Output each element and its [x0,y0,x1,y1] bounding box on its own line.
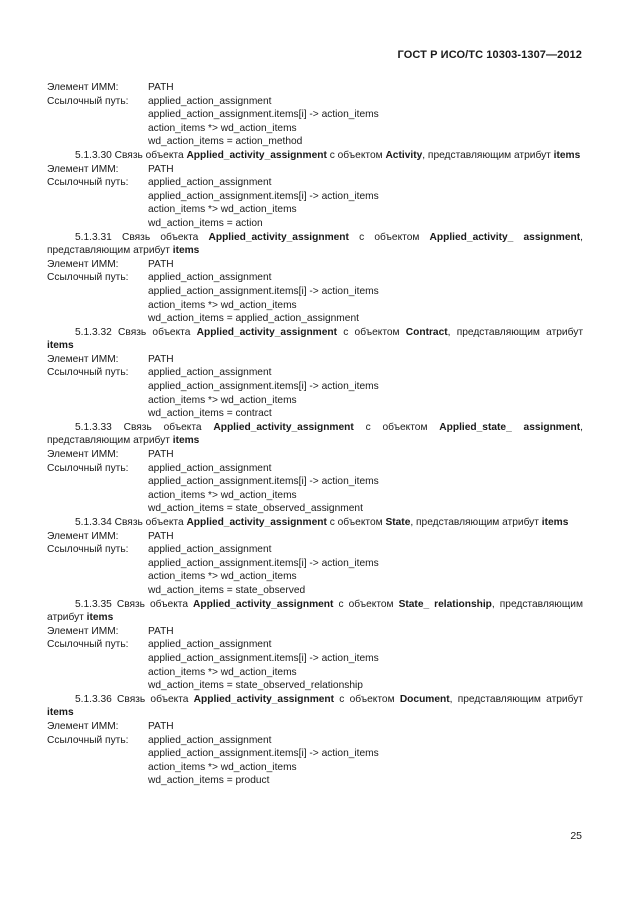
ref-path-label: Ссылочный путь: [47,544,129,556]
ref-path-spacer [47,380,148,394]
element-row [47,720,583,734]
ref-path-label: Ссылочный путь: [47,462,129,474]
ref-path-spacer [47,122,148,136]
path-line: action_items *> wd_action_items [148,204,297,216]
heading-text: , представляющим атрибут [410,517,542,528]
path-line: applied_action_assignment.items[i] -> action_items [148,652,379,664]
path-row [47,462,583,476]
path-row [47,394,583,408]
path-line: wd_action_items = contract [148,408,272,420]
heading-bold-term: Applied_activity_ assignment [429,231,581,243]
path-line: applied_action_assignment.items[i] -> action_items [148,109,379,121]
ref-path-spacer [47,407,148,421]
heading-text: , представляющим атрибут [47,598,584,624]
heading-bold-term: Applied_activity_assignment [208,231,349,243]
mapping-section [47,231,583,326]
section-heading [47,149,583,163]
mapping-section [47,421,583,516]
heading-text: с объектом [334,693,400,705]
section-heading [47,693,583,720]
heading-text: 5.1.3.36 Связь объекта [75,693,194,705]
path-line: applied_action_assignment.items[i] -> action_items [148,190,379,202]
heading-bold-term: items [47,340,74,352]
heading-text: с объектом [353,421,440,433]
element-row [47,258,583,272]
path-line: wd_action_items = applied_action_assignment [148,313,359,325]
heading-text: с объектом [337,326,406,338]
ref-path-label: Ссылочный путь: [47,177,129,189]
path-line: applied_action_assignment.items[i] -> action_items [148,381,379,393]
path-line: wd_action_items = product [148,775,270,787]
heading-bold-term: items [553,149,581,161]
path-line: applied_action_assignment.items[i] -> action_items [148,285,379,297]
heading-bold-term: Document [399,693,450,705]
element-row [47,448,583,462]
path-row [47,176,583,190]
path-row [47,489,583,503]
ref-path-spacer [47,217,148,231]
path-line: action_items *> wd_action_items [148,666,297,678]
mapping-section [47,81,583,149]
element-label: Элемент ИММ: [47,625,119,637]
element-row [47,625,583,639]
path-line: applied_action_assignment.items[i] -> action_items [148,748,379,760]
heading-bold-term: items [86,612,114,624]
path-row [47,638,583,652]
path-row [47,543,583,557]
ref-path-spacer [47,190,148,204]
ref-path-spacer [47,475,148,489]
ref-path-spacer [47,774,148,788]
path-row [47,366,583,380]
path-row [47,407,583,421]
section-heading [47,421,583,448]
heading-text: , представляющим атрибут [447,326,583,338]
heading-text: 5.1.3.35 Связь объекта [75,598,194,610]
path-line: applied_action_assignment [148,272,272,284]
path-row [47,299,583,313]
element-value: PATH [148,625,174,637]
element-label: Элемент ИММ: [47,720,119,732]
path-line: applied_action_assignment [148,639,272,651]
path-line: applied_action_assignment [148,367,272,379]
element-value: PATH [148,163,174,175]
element-label: Элемент ИММ: [47,163,119,175]
element-value: PATH [148,449,174,461]
path-row [47,122,583,136]
path-line: wd_action_items = action_method [148,136,303,148]
section-heading [47,326,583,353]
heading-text: , представляющим атрибут [47,421,583,447]
mapping-section [47,516,583,598]
path-line: applied_action_assignment [148,462,272,474]
path-line: action_items *> wd_action_items [148,761,297,773]
path-line: applied_action_assignment [148,734,272,746]
path-row [47,502,583,516]
heading-bold-term: State_ relationship [398,598,492,610]
document-body [47,81,583,788]
heading-bold-term: Contract [405,326,448,338]
heading-bold-term: Applied_activity_assignment [193,693,335,705]
element-row [47,353,583,367]
heading-text: 5.1.3.32 Связь объекта [75,326,197,338]
element-value: PATH [148,82,174,93]
ref-path-spacer [47,135,148,149]
path-row [47,747,583,761]
ref-path-label: Ссылочный путь: [47,734,129,746]
path-line: action_items *> wd_action_items [148,489,297,501]
path-line: wd_action_items = state_observed_relationship [148,680,363,692]
heading-bold-term: items [541,517,569,528]
path-row [47,570,583,584]
heading-bold-term: State [385,517,411,528]
heading-text: , представляющим атрибут [422,149,554,161]
path-row [47,108,583,122]
heading-bold-term: items [172,245,200,257]
heading-text: 5.1.3.31 Связь объекта [75,231,209,243]
ref-path-spacer [47,747,148,761]
page-number: 25 [570,830,582,842]
ref-path-spacer [47,570,148,584]
path-line: wd_action_items = state_observed_assignment [148,503,363,515]
path-row [47,584,583,598]
heading-text: с объектом [348,231,430,243]
ref-path-spacer [47,557,148,571]
element-label: Элемент ИММ: [47,449,119,461]
path-line: action_items *> wd_action_items [148,299,297,311]
path-line: action_items *> wd_action_items [148,394,297,406]
ref-path-spacer [47,285,148,299]
path-row [47,217,583,231]
heading-bold-term: items [172,435,200,447]
path-row [47,734,583,748]
ref-path-spacer [47,299,148,313]
path-row [47,271,583,285]
ref-path-label: Ссылочный путь: [47,95,129,107]
heading-text: с объектом [326,517,386,528]
element-value: PATH [148,720,174,732]
mapping-section [47,149,583,231]
element-row [47,163,583,177]
ref-path-spacer [47,652,148,666]
path-line: applied_action_assignment [148,95,272,107]
ref-path-spacer [47,666,148,680]
path-row [47,557,583,571]
mapping-section [47,693,583,788]
path-line: action_items *> wd_action_items [148,571,297,583]
heading-text: 5.1.3.30 Связь объекта [75,149,187,161]
section-heading [47,598,583,625]
heading-text: 5.1.3.33 Связь объекта [75,421,214,433]
section-heading [47,231,583,258]
ref-path-spacer [47,584,148,598]
ref-path-spacer [47,394,148,408]
element-label: Элемент ИММ: [47,353,119,365]
path-row [47,475,583,489]
heading-bold-term: Applied_activity_assignment [196,326,338,338]
heading-text: , представляющим атрибут [449,693,583,705]
heading-bold-term: Activity [385,149,423,161]
heading-text: с объектом [333,598,399,610]
heading-bold-term: Applied_activity_assignment [186,517,327,528]
ref-path-spacer [47,502,148,516]
path-row [47,135,583,149]
heading-text: с объектом [326,149,386,161]
element-value: PATH [148,258,174,270]
ref-path-spacer [47,108,148,122]
element-value: PATH [148,530,174,542]
path-row [47,380,583,394]
path-line: wd_action_items = action [148,217,263,229]
document-header: ГОСТ Р ИСО/ТС 10303-1307—2012 [397,49,582,61]
path-row [47,190,583,204]
heading-bold-term: items [47,707,74,719]
ref-path-label: Ссылочный путь: [47,367,129,379]
ref-path-spacer [47,489,148,503]
path-row [47,774,583,788]
ref-path-label: Ссылочный путь: [47,639,129,651]
mapping-section [47,598,583,693]
path-line: action_items *> wd_action_items [148,122,297,134]
path-line: applied_action_assignment.items[i] -> action_items [148,476,379,488]
path-row [47,285,583,299]
ref-path-spacer [47,761,148,775]
path-row [47,95,583,109]
path-line: applied_action_assignment [148,544,272,556]
path-row [47,652,583,666]
element-label: Элемент ИММ: [47,530,119,542]
section-heading [47,516,583,530]
ref-path-spacer [47,312,148,326]
path-row [47,761,583,775]
ref-path-spacer [47,679,148,693]
heading-text: , представляющим атрибут [47,231,583,257]
heading-bold-term: Applied_state_ assignment [439,421,581,433]
element-row [47,81,583,95]
heading-bold-term: Applied_activity_assignment [213,421,354,433]
element-label: Элемент ИММ: [47,82,119,93]
element-label: Элемент ИММ: [47,258,119,270]
path-row [47,203,583,217]
heading-text: 5.1.3.34 Связь объекта [75,517,187,528]
heading-bold-term: Applied_activity_assignment [186,149,327,161]
path-row [47,679,583,693]
heading-bold-term: Applied_activity_assignment [193,598,334,610]
path-line: wd_action_items = state_observed [148,584,306,596]
path-row [47,666,583,680]
ref-path-spacer [47,203,148,217]
ref-path-label: Ссылочный путь: [47,272,129,284]
element-value: PATH [148,353,174,365]
mapping-section [47,326,583,421]
element-row [47,530,583,544]
path-row [47,312,583,326]
path-line: applied_action_assignment.items[i] -> action_items [148,557,379,569]
path-line: applied_action_assignment [148,177,272,189]
